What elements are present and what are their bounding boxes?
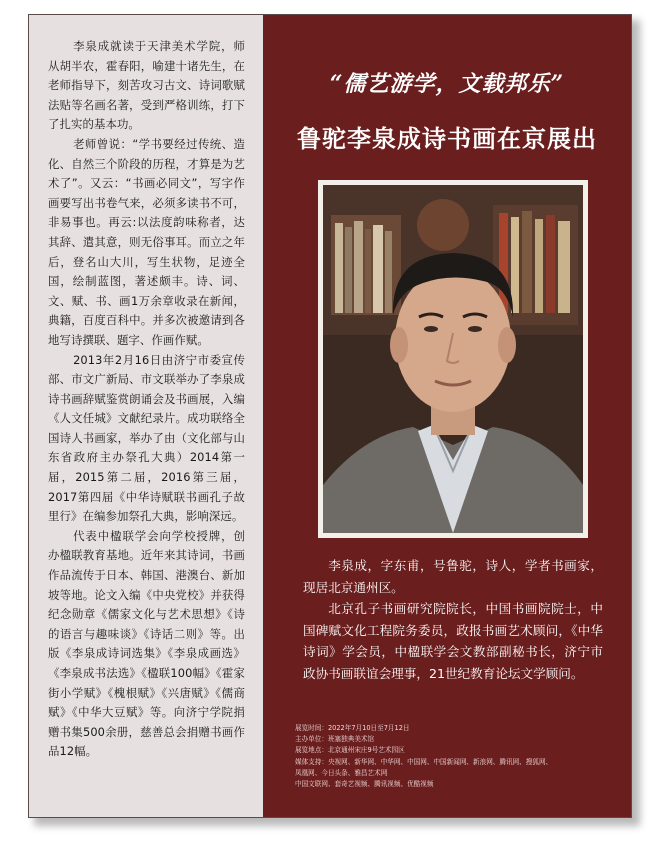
info-media-cont: 凤凰网、今日头条、雅昌艺术网	[295, 768, 388, 777]
portrait-image	[323, 185, 583, 533]
artist-portrait	[318, 180, 588, 538]
bio-titles: 北京孔子书画研究院院长，中国书画院院士，中国碑赋文化工程院务委员，政报书画艺术顾问，《中华诗词》学会员，中楹联学会文教部副秘书长，济宁市政协书画联谊会理事，21世纪教育论坛文学顾问。	[303, 601, 603, 681]
info-media: 媒体支持：央视网、新华网、中华网、中国网、中国新闻网、新浪网、腾讯网、搜狐网、	[295, 757, 553, 766]
bio-paragraph: 老师曾说：“学书要经过传统、造化、自然三个阶段的历程，才算是为艺术了”。又云：“书画必同文”，写字作画要写出书卷气来，必须多读书不可，非易事也。再云:以法度韵味称者，达其辞、遣其意，则无俗事耳。而立之年后，登名山大川，写生状物，足迹全国，绘制蓝图，著述颇丰。诗、词、文、赋、书、画1万余章收录在新闻，典籍，百度百科中。并多次被邀请到各地写诗撰联、题字、作画作赋。	[48, 136, 245, 347]
feature-panel	[263, 15, 631, 817]
bio-paragraph: 李泉成就读于天津美术学院，师从胡半农，霍春阳，喻建十诸先生，在老师指导下，刻苦攻习古文、诗词歌赋法贴等名画名著，受到严格训练，打下了扎实的基本功。	[48, 39, 245, 132]
bio-paragraph: 2013年2月16日由济宁市委宣传部、市文广新局、市文联举办了李泉成诗书画辞赋鉴赏朗诵会及书画展，入编《人文任城》文献纪录片。成功联络全国诗人书画家，举办了由（文化部与山东省政府主办祭孔大典）2014第一届，2015第二届，2016第三届，2017第四届《中华诗赋联书画孔子故里行》在编参加祭孔大典，影响深远。	[48, 352, 245, 524]
biography-column	[29, 15, 263, 817]
bio-paragraph: 代表中楹联学会向学校授牌，创办楹联教育基地。近年来其诗词，书画作品流传于日本、韩国、港澳台、新加坡等地。论文入编《中央党校》并获得纪念勋章《儒家文化与艺术思想》《诗的语言与趣味谈》《诗话二则》等。出版《李泉成诗词选集》《李泉成画选》《李泉成书法选》《楹联100幅》《霍家街小学赋》《槐根赋》《兴唐赋》《儒商赋》《中华大豆赋》等。向济宁学院捐赠书集500余册，慈善总会捐赠书画作品12幅。	[48, 528, 245, 759]
info-date: 展览时间：2022年7月10日至7月12日	[295, 724, 410, 732]
exhibition-poster	[28, 14, 632, 818]
info-media-video: 中国文联网、套奇艺视频、腾讯视频、优酷视频	[295, 780, 434, 789]
artist-bio	[303, 555, 603, 684]
bio-intro: 李泉成，字东甫，号鲁驼，诗人，学者书画家，现居北京通州区。	[303, 558, 603, 595]
exhibition-title: 鲁驼李泉成诗书画在京展出	[297, 125, 597, 153]
exhibition-info	[295, 723, 615, 790]
info-organizer: 主办单位：班塞独典美术馆	[295, 735, 375, 744]
info-venue: 展览地点：北京通州宋庄9号艺术园区	[295, 746, 405, 755]
calligraphy-headline: “儒艺游学，文载邦乐”	[329, 71, 565, 97]
